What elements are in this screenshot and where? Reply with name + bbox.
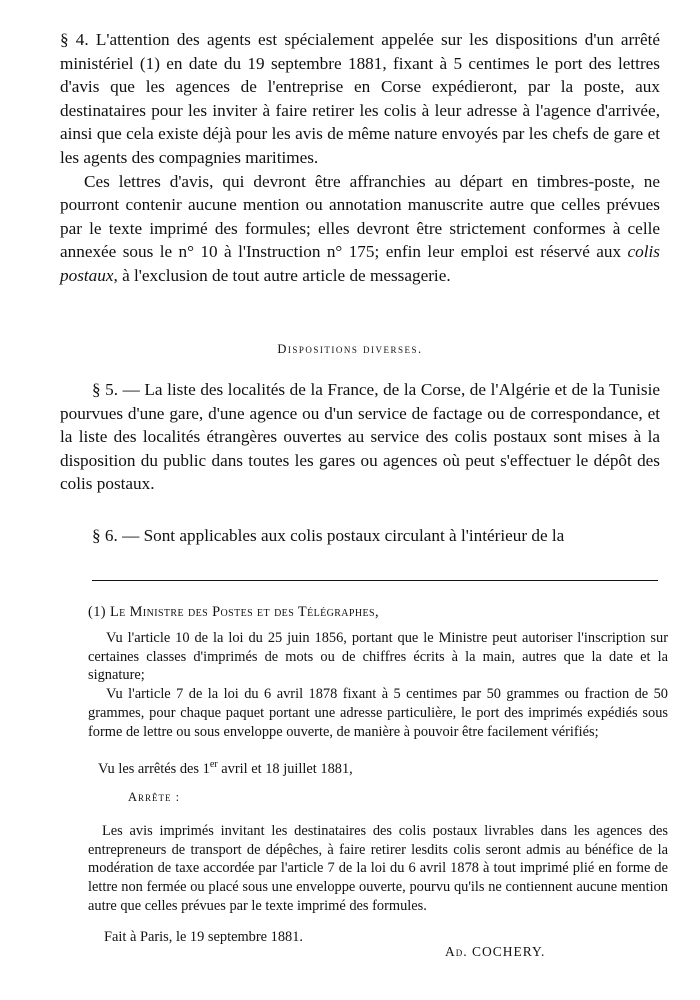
colis-postaux-italic: colis postaux xyxy=(60,242,660,285)
footnote-vu-3-a: Vu les arrêtés des 1 xyxy=(98,761,210,777)
section-4-text-b: , à l'exclusion de tout autre article de messagerie. xyxy=(113,265,451,285)
footnote-vu-3-block xyxy=(88,760,668,779)
section-4-paragraph-2 xyxy=(60,170,660,288)
footnote-vu-3-b: avril et 18 juillet 1881, xyxy=(217,761,353,777)
footnote-date-line: Fait à Paris, le 19 septembre 1881. xyxy=(104,929,304,945)
section-4-text-a: Ces lettres d'avis, qui devront être affranchies au départ en timbres-poste, ne pourront contenir aucune mention ou annotation manuscrite autre que celles prévues par le texte imprimé des formules; elles devront être strictement conformes à celle annexée sous le n° 10 à l'Instruction n° 175; enfin leur emploi est réservé aux xyxy=(60,171,660,262)
footnote-considerations xyxy=(88,629,668,741)
section-5 xyxy=(60,378,660,496)
footnote-vu-1: Vu l'article 10 de la loi du 25 juin 1856, portant que le Ministre peut autoriser l'inscription sur certaines classes d'imprimés de mots ou de chiffres écrits à la main, autres que la date et la signature; xyxy=(88,630,668,684)
footnote-arrete: Arrête : xyxy=(128,790,181,804)
section-4 xyxy=(60,28,660,288)
section-6 xyxy=(60,524,660,548)
footnote-divider xyxy=(92,580,658,581)
section-6-paragraph: § 6. — Sont applicables aux colis postaux circulant à l'intérieur de la xyxy=(92,526,565,545)
footnote-vu-3 xyxy=(88,760,668,779)
footnote-vu-3-sup: er xyxy=(209,759,218,771)
footnote-decision-block xyxy=(88,822,668,916)
section-5-paragraph: § 5. — La liste des localités de la France, de la Corse, de l'Algérie et de la Tunisie pourvues d'une gare, d'une agence ou d'un service de factage ou de correspondance, et la liste des localités étrangères ouvertes au service des colis postaux sont mises à la disposition du public dans toutes les gares ou agences où peut s'effectuer le dépôt des colis postaux. xyxy=(60,380,660,494)
footnote-signature: Ad. COCHERY. xyxy=(445,944,546,959)
footnote-vu-2: Vu l'article 7 de la loi du 6 avril 1878 fixant à 5 centimes par 50 grammes ou fraction de 50 grammes, pour chaque paquet portant une adresse particulière, le port des imprimés expédiés sous forme de lettre ou sous enveloppe ouverte, de manière à pouvoir être facilement vérifiés; xyxy=(88,686,668,740)
section-4-paragraph-1: § 4. L'attention des agents est spécialement appelée sur les dispositions d'un arrêté ministériel (1) en date du 19 septembre 1881, fixant à 5 centimes le port des lettres d'avis que les agences de l'entreprise en Corse expédieront, par la poste, aux destinataires pour les inviter à faire retirer les colis à leur adresse à l'agence d'arrivée, ainsi que cela existe déjà pour les avis de même nature envoyés par les chefs de gare et les agents des compagnies maritimes. xyxy=(60,30,660,167)
footnote-title: (1) Le Ministre des Postes et des Télégraphes, xyxy=(88,604,379,620)
section-heading: Dispositions diverses. xyxy=(277,342,423,356)
footnote-decision: Les avis imprimés invitant les destinataires des colis postaux livrables dans les agences des entrepreneurs de transport de dépêches, à faire retirer lesdits colis seront admis au bénéfice de la modération de taxe accordée par l'article 7 de la loi du 6 avril 1878 à tout imprimé plié en forme de lettre non fermée ou placé sous une enveloppe ouverte, pourvu qu'ils ne contiennent aucune mention autre que celles prévues par le texte imprimé des formules. xyxy=(88,823,668,914)
